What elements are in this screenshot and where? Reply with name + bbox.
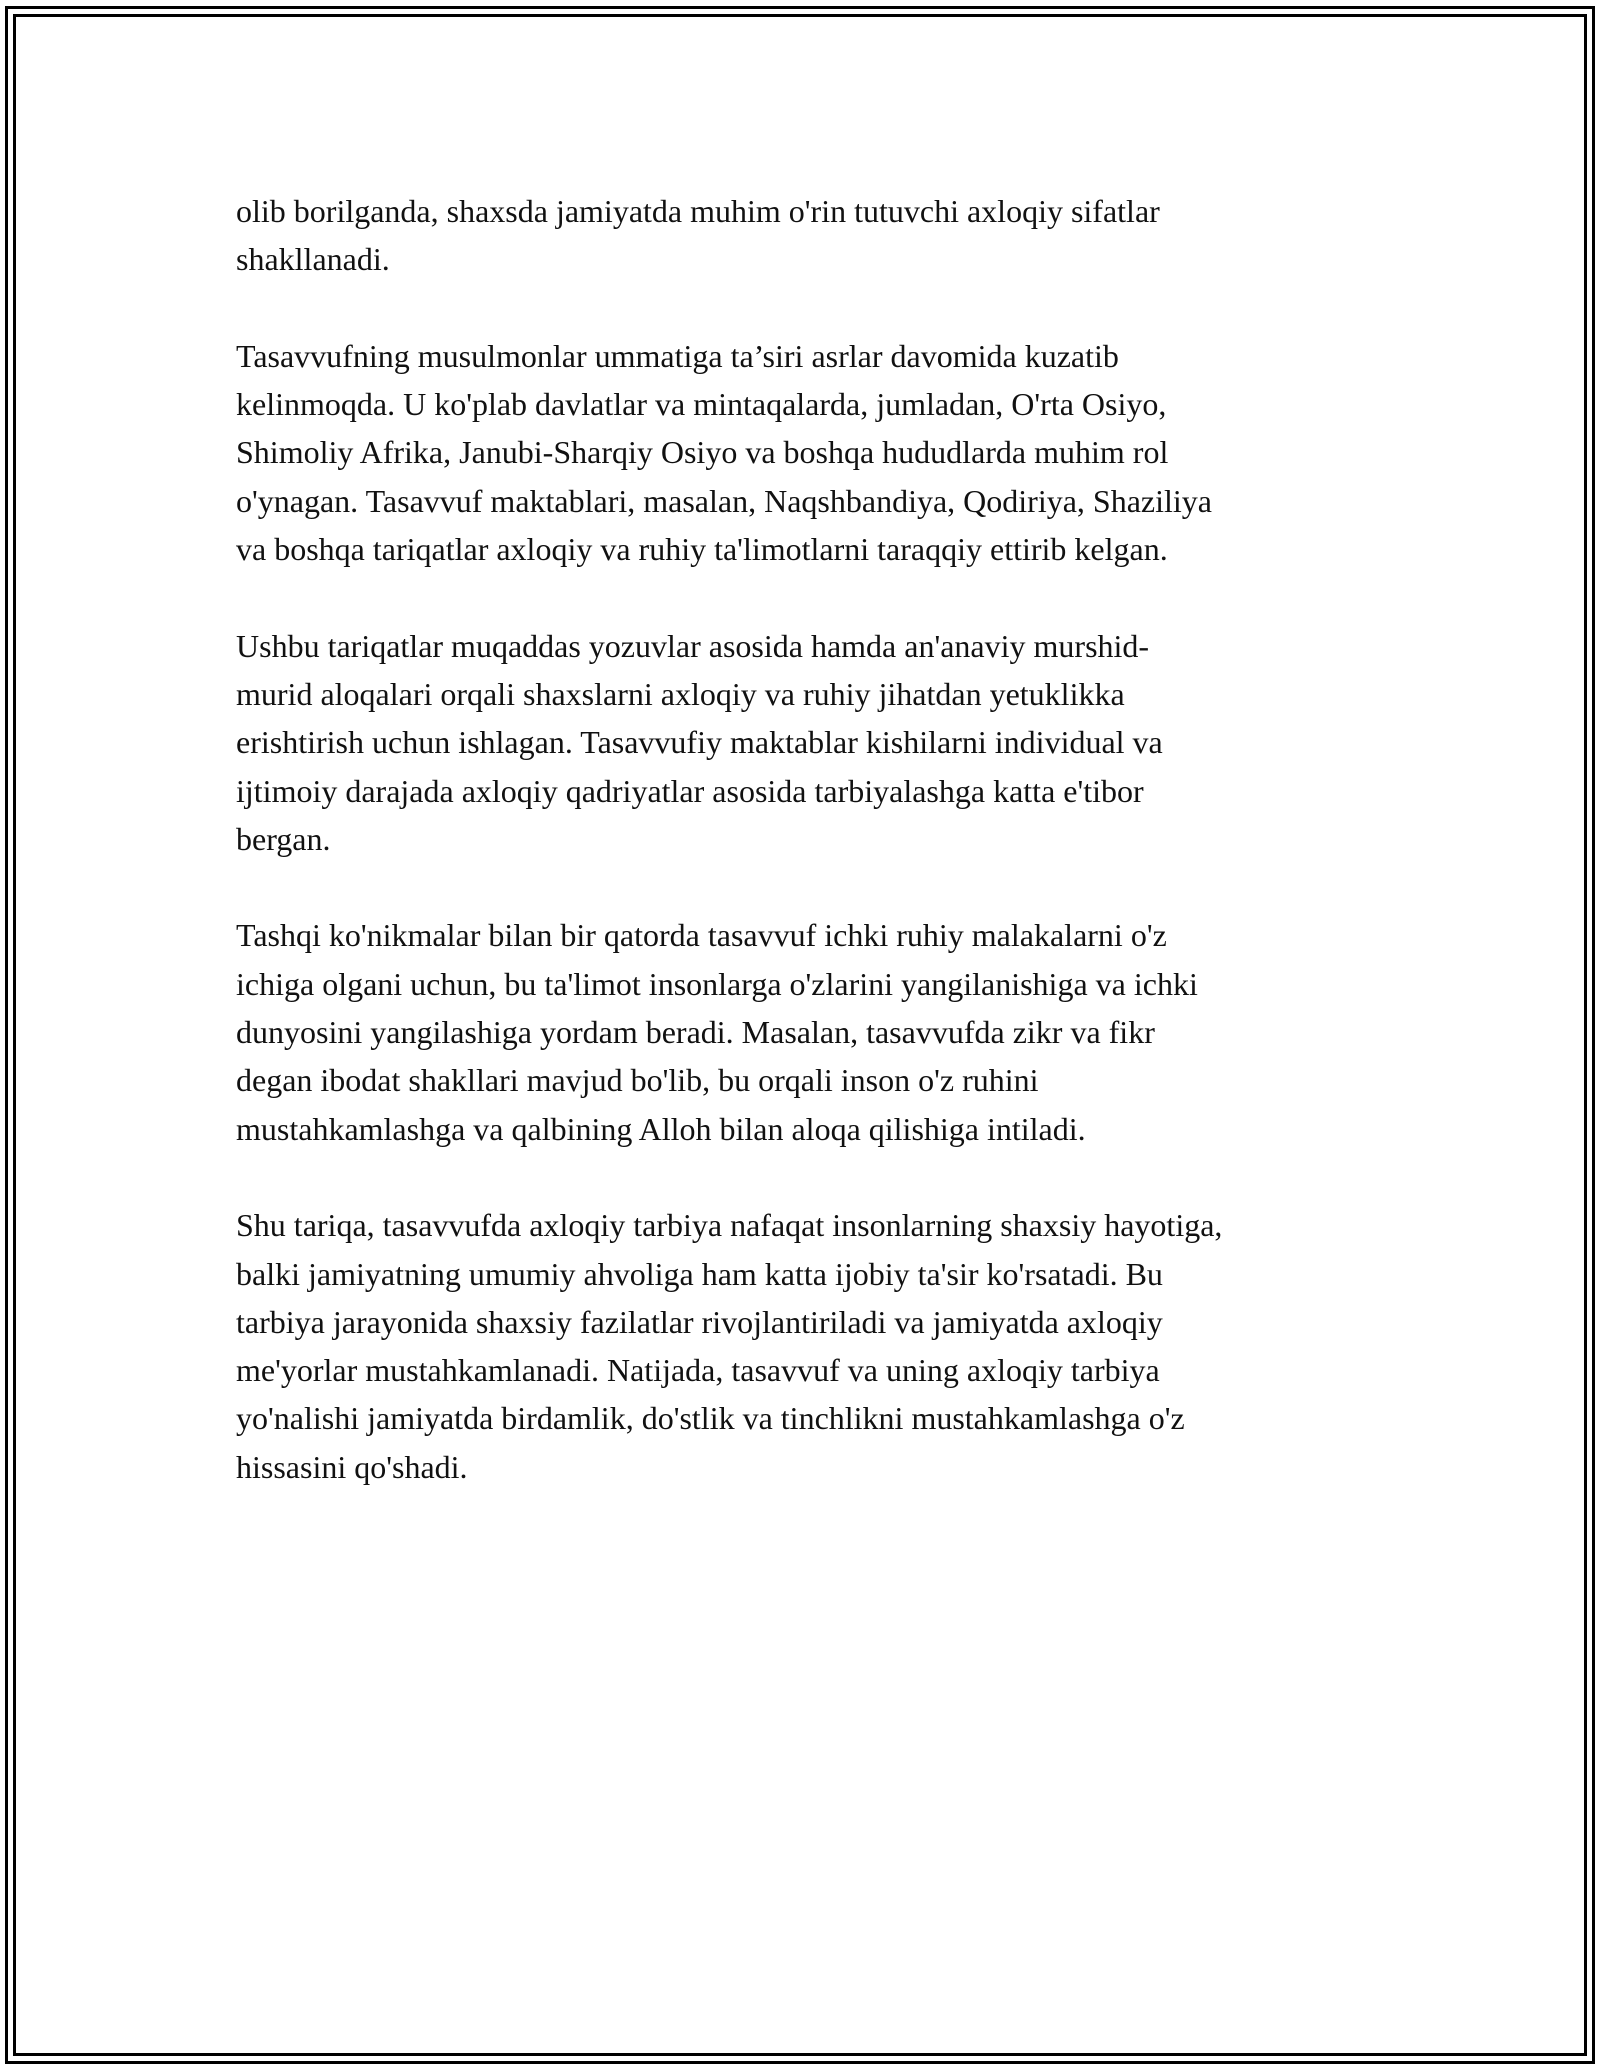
text-line: tarbiya jarayonida shaxsiy fazilatlar rivojlantiriladi va jamiyatda axloqiy	[236, 1303, 1163, 1340]
text-line: murid aloqalari orqali shaxslarni axloqiy va ruhiy jihatdan yetuklikka	[236, 675, 1125, 712]
text-line: me'yorlar mustahkamlanadi. Natijada, tasavvuf va uning axloqiy tarbiya	[236, 1352, 1160, 1389]
paragraph-5	[236, 1201, 1386, 1491]
text-line: Shu tariqa, tasavvufda axloqiy tarbiya nafaqat insonlarning shaxsiy hayotiga,	[236, 1207, 1223, 1244]
text-line: Tashqi ko'nikmalar bilan bir qatorda tasavvuf ichki ruhiy malakalarni o'z	[236, 917, 1167, 954]
text-line: o'ynagan. Tasavvuf maktablari, masalan, Naqshbandiya, Qodiriya, Shaziliya	[236, 482, 1212, 519]
text-line: yo'nalishi jamiyatda birdamlik, do'stlik va tinchlikni mustahkamlashga o'z	[236, 1400, 1185, 1437]
text-line: kelinmoqda. U ko'plab davlatlar va mintaqalarda, jumladan, O'rta Osiyo,	[236, 386, 1167, 423]
document-body	[236, 187, 1386, 1539]
text-line: va boshqa tariqatlar axloqiy va ruhiy ta'limotlarni taraqqiy ettirib kelgan.	[236, 531, 1168, 568]
text-line: hissasini qo'shadi.	[236, 1448, 468, 1485]
text-line: ijtimoiy darajada axloqiy qadriyatlar asosida tarbiyalashga katta e'tibor	[236, 772, 1144, 809]
text-line: Ushbu tariqatlar muqaddas yozuvlar asosida hamda an'anaviy murshid-	[236, 627, 1150, 664]
text-line: olib borilganda, shaxsda jamiyatda muhim o'rin tutuvchi axloqiy sifatlar	[236, 193, 1160, 229]
text-line: Tasavvufning musulmonlar ummatiga ta’siri asrlar davomida kuzatib	[236, 337, 1119, 374]
text-line: dunyosini yangilashiga yordam beradi. Masalan, tasavvufda zikr va fikr	[236, 1014, 1155, 1051]
text-line: bergan.	[236, 820, 331, 857]
paragraph-4	[236, 911, 1386, 1152]
text-line: mustahkamlashga va qalbining Alloh bilan aloqa qilishiga intiladi.	[236, 1110, 1086, 1147]
paragraph-3	[236, 622, 1386, 863]
paragraph-1	[236, 187, 1386, 284]
text-line: balki jamiyatning umumiy ahvoliga ham katta ijobiy ta'sir ko'rsatadi. Bu	[236, 1255, 1163, 1292]
text-line: erishtirish uchun ishlagan. Tasavvufiy maktablar kishilarni individual va	[236, 724, 1163, 761]
text-line: ichiga olgani uchun, bu ta'limot insonlarga o'zlarini yangilanishiga va ichki	[236, 965, 1198, 1002]
text-line: shakllanadi.	[236, 241, 390, 278]
text-line: Shimoliy Afrika, Janubi-Sharqiy Osiyo va boshqa hududlarda muhim rol	[236, 434, 1169, 471]
paragraph-2	[236, 332, 1386, 573]
text-line: degan ibodat shakllari mavjud bo'lib, bu orqali inson o'z ruhini	[236, 1062, 1039, 1099]
